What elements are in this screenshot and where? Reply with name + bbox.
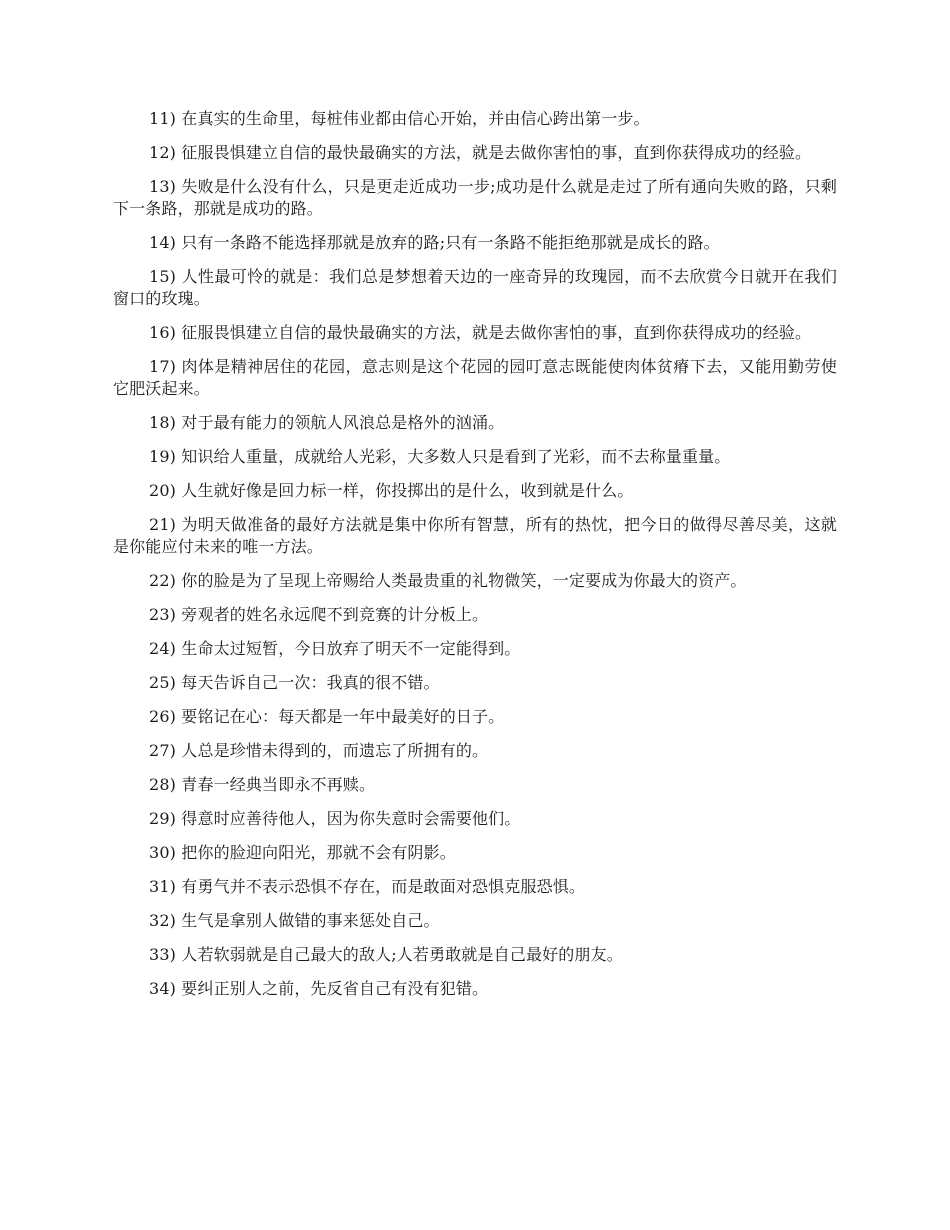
document-body bbox=[113, 108, 837, 1012]
quote-paragraph: 20) 人生就好像是回力标一样，你投掷出的是什么，收到就是什么。 bbox=[149, 481, 634, 500]
quote-paragraph: 19) 知识给人重量，成就给人光彩，大多数人只是看到了光彩，而不去称量重量。 bbox=[149, 447, 731, 466]
quote-paragraph: 23) 旁观者的姓名永远爬不到竞赛的计分板上。 bbox=[149, 605, 489, 624]
quote-paragraph: 24) 生命太过短暂，今日放弃了明天不一定能得到。 bbox=[149, 639, 521, 658]
quote-paragraph: 18) 对于最有能力的领航人风浪总是格外的汹涌。 bbox=[149, 413, 505, 432]
quote-paragraph: 25) 每天告诉自己一次：我真的很不错。 bbox=[149, 673, 440, 692]
quote-paragraph: 26) 要铭记在心：每天都是一年中最美好的日子。 bbox=[149, 707, 505, 726]
quote-paragraph: 17) 肉体是精神居住的花园，意志则是这个花园的园叮意志既能使肉体贫瘠下去，又能用勤劳使它肥沃起来。 bbox=[113, 357, 837, 398]
quote-paragraph: 16) 征服畏惧建立自信的最快最确实的方法，就是去做你害怕的事，直到你获得成功的经验。 bbox=[149, 323, 812, 342]
quote-paragraph: 28) 青春一经典当即永不再赎。 bbox=[149, 775, 376, 794]
quote-paragraph: 32) 生气是拿别人做错的事来惩处自己。 bbox=[149, 911, 440, 930]
quote-paragraph: 27) 人总是珍惜未得到的，而遗忘了所拥有的。 bbox=[149, 741, 489, 760]
quote-paragraph: 30) 把你的脸迎向阳光，那就不会有阴影。 bbox=[149, 843, 456, 862]
quote-paragraph: 14) 只有一条路不能选择那就是放弃的路;只有一条路不能拒绝那就是成长的路。 bbox=[149, 233, 720, 252]
quote-paragraph: 13) 失败是什么没有什么，只是更走近成功一步;成功是什么就是走过了所有通向失败的路，只剩下一条路，那就是成功的路。 bbox=[113, 177, 837, 218]
quote-paragraph: 11) 在真实的生命里，每桩伟业都由信心开始，并由信心跨出第一步。 bbox=[149, 109, 650, 128]
quote-paragraph: 34) 要纠正别人之前，先反省自己有没有犯错。 bbox=[149, 979, 489, 998]
quote-paragraph: 21) 为明天做准备的最好方法就是集中你所有智慧，所有的热忱，把今日的做得尽善尽美，这就是你能应付未来的唯一方法。 bbox=[113, 515, 837, 556]
quote-paragraph: 29) 得意时应善待他人，因为你失意时会需要他们。 bbox=[149, 809, 521, 828]
quote-paragraph: 12) 征服畏惧建立自信的最快最确实的方法，就是去做你害怕的事，直到你获得成功的经验。 bbox=[149, 143, 812, 162]
quote-paragraph: 33) 人若软弱就是自己最大的敌人;人若勇敢就是自己最好的朋友。 bbox=[149, 945, 623, 964]
quote-paragraph: 22) 你的脸是为了呈现上帝赐给人类最贵重的礼物微笑，一定要成为你最大的资产。 bbox=[149, 571, 747, 590]
quote-paragraph: 31) 有勇气并不表示恐惧不存在，而是敢面对恐惧克服恐惧。 bbox=[149, 877, 586, 896]
quote-paragraph: 15) 人性最可怜的就是：我们总是梦想着天边的一座奇异的玫瑰园，而不去欣赏今日就开在我们窗口的玫瑰。 bbox=[113, 267, 837, 308]
